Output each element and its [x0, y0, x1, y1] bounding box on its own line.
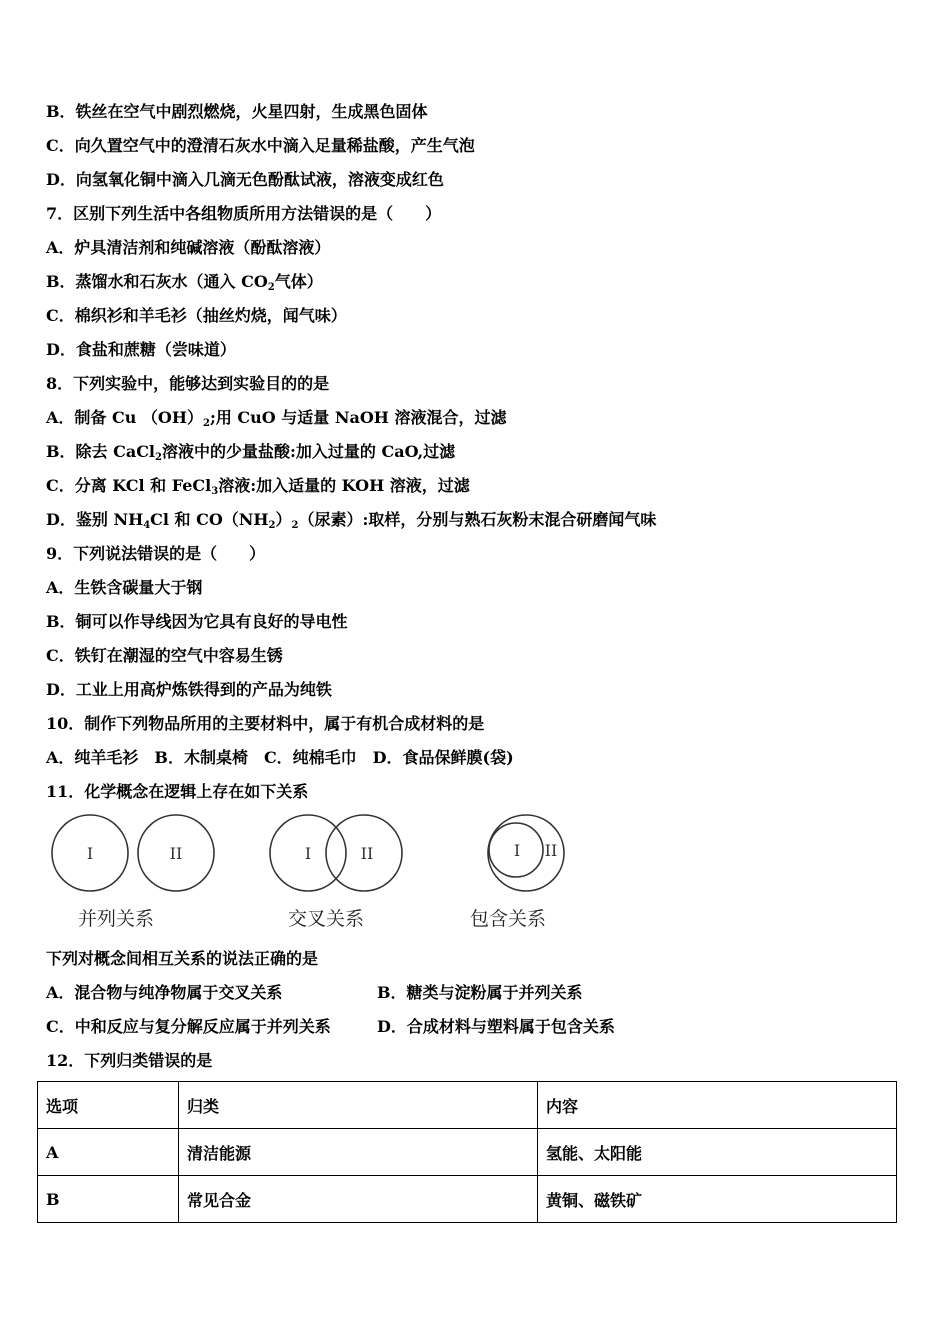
q11-relation-diagram — [46, 808, 606, 938]
q7-option-b: B．蒸馏水和石灰水（通入 $CO_2$气体） — [46, 272, 323, 293]
q11-stem: 11．化学概念在逻辑上存在如下关系 — [46, 782, 309, 801]
q7-option-c: C．棉织衫和羊毛衫（抽丝灼烧，闻气味） — [46, 306, 347, 325]
q11-option-b: B．糖类与淀粉属于并列关系 — [377, 983, 583, 1002]
header-content: 内容 — [538, 1082, 897, 1129]
q8-stem: 8．下列实验中，能够达到实验目的的是 — [46, 374, 330, 393]
q8-option-b: B．除去 CaCl$_2$溶液中的少量盐酸:加入过量的 CaO,过滤 — [46, 442, 456, 463]
table-row — [38, 1176, 897, 1223]
contain-label-2: II — [544, 841, 558, 860]
q8-option-c: C．分离 KCl 和 FeCl$_3$溶液:加入适量的 KOH 溶液，过滤 — [46, 476, 470, 497]
header-category: 归类 — [179, 1082, 538, 1129]
cross-label-1: I — [304, 844, 312, 863]
relation-circles — [46, 808, 606, 904]
q8-option-d: D．鉴别 $NH_4Cl$ 和 $CO(NH_2)_2$（尿素）:取样，分别与熟石灰粉末混合研磨闻气味 — [46, 510, 657, 531]
q12-table — [37, 1081, 897, 1223]
q11-options-row1 — [46, 982, 583, 1004]
table-cell: 氢能、太阳能 — [538, 1129, 897, 1176]
q12-stem: 12．下列归类错误的是 — [46, 1051, 213, 1070]
q6-option-d: D．向氢氧化铜中滴入几滴无色酚酞试液，溶液变成红色 — [46, 170, 444, 189]
q11-option-a: A．混合物与纯净物属于交叉关系 — [46, 983, 283, 1002]
table-cell: 清洁能源 — [179, 1129, 538, 1176]
q9-stem: 9．下列说法错误的是（ ） — [46, 544, 266, 563]
table-cell: 黄铜、磁铁矿 — [538, 1176, 897, 1223]
caption-contain: 包含关系 — [470, 908, 547, 930]
q10-stem: 10．制作下列物品所用的主要材料中，属于有机合成材料的是 — [46, 714, 485, 733]
q9-option-d: D．工业上用高炉炼铁得到的产品为纯铁 — [46, 680, 332, 699]
table-row — [38, 1129, 897, 1176]
q11-options-row2 — [46, 1016, 615, 1038]
parallel-label-1: I — [86, 844, 94, 863]
q6-option-c: C．向久置空气中的澄清石灰水中滴入足量稀盐酸，产生气泡 — [46, 136, 475, 155]
q9-option-b: B．铜可以作导线因为它具有良好的导电性 — [46, 612, 348, 631]
table-cell: A — [38, 1129, 179, 1176]
q7-option-d: D．食盐和蔗糖（尝味道） — [46, 340, 236, 359]
q9-option-a: A．生铁含碳量大于钢 — [46, 578, 203, 597]
table-cell: B — [38, 1176, 179, 1223]
q11-option-c: C．中和反应与复分解反应属于并列关系 — [46, 1017, 331, 1036]
table-header-row — [38, 1082, 897, 1129]
q7-stem: 7．区别下列生活中各组物质所用方法错误的是（ ） — [46, 204, 442, 223]
table-cell: 常见合金 — [179, 1176, 538, 1223]
q7-option-a: A．炉具清洁剂和纯碱溶液（酚酞溶液） — [46, 238, 331, 257]
q8-option-a: A．制备 Cu $(OH)_2$;用 CuO 与适量 NaOH 溶液混合，过滤 — [46, 408, 507, 429]
parallel-label-2: II — [169, 844, 183, 863]
q11-option-d: D．合成材料与塑料属于包含关系 — [377, 1017, 615, 1036]
caption-cross: 交叉关系 — [288, 908, 365, 930]
q10-options: A．纯羊毛衫 B．木制桌椅 C．纯棉毛巾 D．食品保鲜膜(袋) — [46, 748, 514, 767]
q11-question: 下列对概念间相互关系的说法正确的是 — [46, 949, 319, 968]
contain-label-1: I — [513, 841, 521, 860]
cross-label-2: II — [360, 844, 374, 863]
header-option: 选项 — [38, 1082, 179, 1129]
q6-option-b: B．铁丝在空气中剧烈燃烧，火星四射，生成黑色固体 — [46, 102, 428, 121]
q9-option-c: C．铁钉在潮湿的空气中容易生锈 — [46, 646, 283, 665]
caption-parallel: 并列关系 — [78, 908, 155, 930]
